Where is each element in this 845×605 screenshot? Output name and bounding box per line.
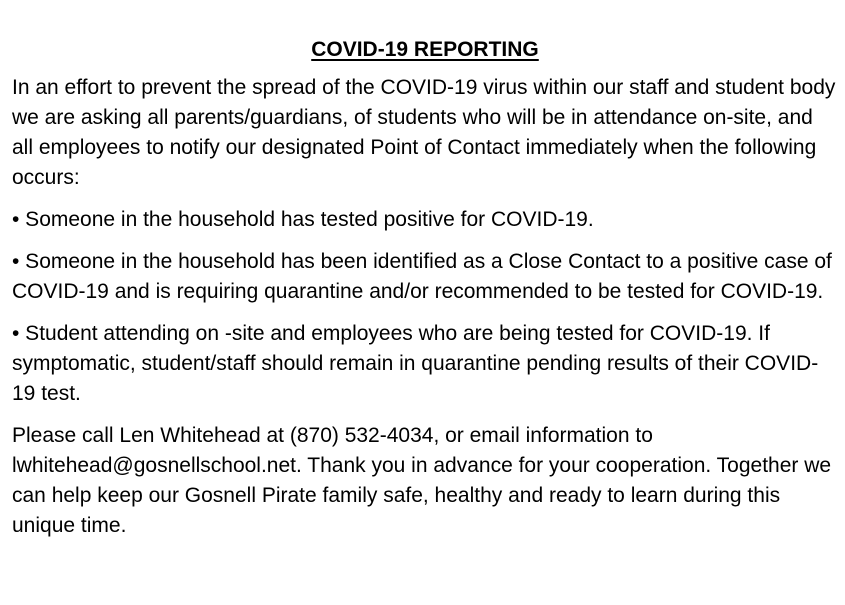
intro-paragraph: In an effort to prevent the spread of the COVID-19 virus within our staff and student body we are asking all parents/guardians, of students who will be in attendance on-site, and all employees to notify our designated Point of Contact immediately when the following occurs: [12,76,836,189]
bullet-positive-test: • Someone in the household has tested positive for COVID-19. [12,208,594,231]
notice-title: COVID-19 REPORTING [311,38,539,61]
notice-document [12,36,838,553]
closing-paragraph: Please call Len Whitehead at (870) 532-4034, or email information to lwhitehead@gosnellschool.net. Thank you in advance for your cooperation. Together we can help keep our Gosnell Pirate family safe, healthy and ready to learn during this unique time. [12,424,832,537]
bullet-being-tested: • Student attending on -site and employees who are being tested for COVID-19. If symptomatic, student/staff should remain in quarantine pending results of their COVID-19 test. [12,322,819,405]
bullet-close-contact: • Someone in the household has been identified as a Close Contact to a positive case of COVID-19 and is requiring quarantine and/or recommended to be tested for COVID-19. [12,250,832,303]
